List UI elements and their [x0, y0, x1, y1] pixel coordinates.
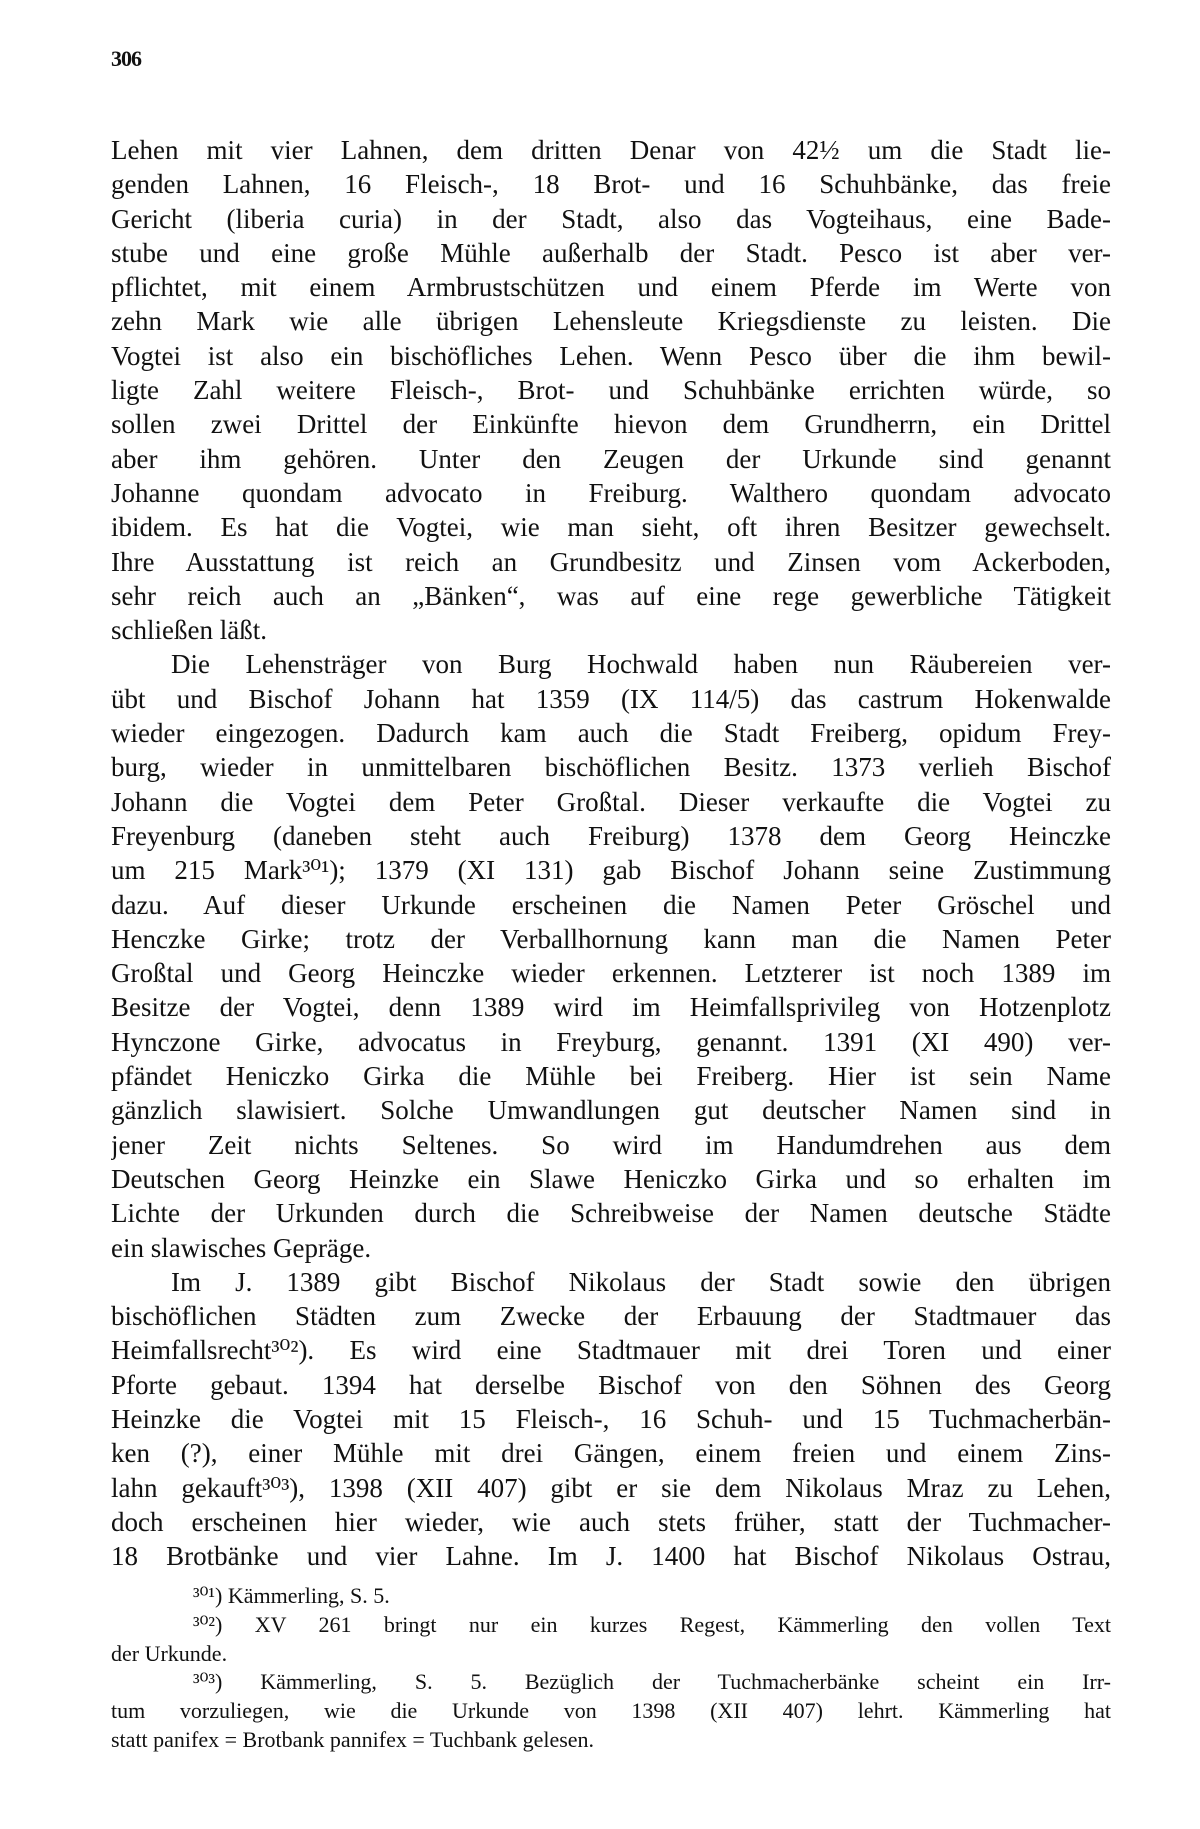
text-line: dazu. Auf dieser Urkunde erscheinen die Namen Peter Gröschel und [111, 889, 1111, 920]
text-line: Lichte der Urkunden durch die Schreibweise der Namen deutsche Städte [111, 1198, 1111, 1229]
text-line: Gericht (liberia curia) in der Stadt, also das Vogteihaus, eine Bade- [111, 203, 1111, 234]
text-line: ein slawisches Gepräge. [111, 1232, 372, 1263]
text-line: jener Zeit nichts Seltenes. So wird im Handumdrehen aus dem [111, 1129, 1111, 1160]
text-line: zehn Mark wie alle übrigen Lehensleute Kriegsdienste zu leisten. Die [111, 306, 1111, 337]
text-line: Johann die Vogtei dem Peter Großtal. Dieser verkaufte die Vogtei zu [111, 786, 1111, 817]
text-line: wieder eingezogen. Dadurch kam auch die Stadt Freiberg, opidum Frey- [111, 718, 1111, 749]
footnote-301 [111, 1582, 1111, 1611]
text-line: Ihre Ausstattung ist reich an Grundbesitz und Zinsen vom Ackerboden, [111, 546, 1111, 577]
text-line: burg, wieder in unmittelbaren bischöflichen Besitz. 1373 verlieh Bischof [111, 752, 1111, 783]
text-line: pfändet Heniczko Girka die Mühle bei Freiberg. Hier ist sein Name [111, 1061, 1111, 1092]
text-line: Hynczone Girke, advocatus in Freyburg, genannt. 1391 (XI 490) ver- [111, 1026, 1111, 1057]
text-line: Henczke Girke; trotz der Verballhornung kann man die Namen Peter [111, 923, 1111, 954]
text-line: ken (?), einer Mühle mit drei Gängen, einem freien und einem Zins- [111, 1438, 1111, 1469]
text-line: sollen zwei Drittel der Einkünfte hievon dem Grundherrn, ein Drittel [111, 409, 1111, 440]
footnote-302 [111, 1611, 1111, 1669]
text-line: übt und Bischof Johann hat 1359 (IX 114/5) das castrum Hokenwalde [111, 683, 1111, 714]
text-line: ³⁰¹) Kämmerling, S. 5. [193, 1583, 390, 1608]
text-line: Pforte gebaut. 1394 hat derselbe Bischof von den Söhnen des Georg [111, 1369, 1111, 1400]
text-line: stube und eine große Mühle außerhalb der Stadt. Pesco ist aber ver- [111, 237, 1111, 268]
text-line: Lehen mit vier Lahnen, dem dritten Denar von 42½ um die Stadt lie- [111, 135, 1111, 165]
text-line: Johanne quondam advocato in Freiburg. Walthero quondam advocato [111, 477, 1111, 508]
text-line: gänzlich slawisiert. Solche Umwandlungen gut deutscher Namen sind in [111, 1095, 1111, 1126]
text-line: bischöflichen Städten zum Zwecke der Erbauung der Stadtmauer das [111, 1301, 1111, 1332]
text-line: Deutschen Georg Heinzke ein Slawe Heniczko Girka und so erhalten im [111, 1163, 1111, 1194]
text-line: aber ihm gehören. Unter den Zeugen der Urkunde sind genannt [111, 443, 1111, 474]
footnote-303 [111, 1668, 1111, 1754]
text-line: der Urkunde. [111, 1640, 228, 1666]
text-line: ³⁰²) XV 261 bringt nur ein kurzes Regest, Kämmerling den vollen Text [193, 1611, 1111, 1637]
text-line: Heimfallsrecht³⁰²). Es wird eine Stadtmauer mit drei Toren und einer [111, 1335, 1111, 1366]
paragraph [111, 133, 1111, 647]
text-line: tum vorzuliegen, wie die Urkunde von 1398 (XII 407) lehrt. Kämmerling hat [111, 1698, 1111, 1724]
text-line: lahn gekauft³⁰³), 1398 (XII 407) gibt er sie dem Nikolaus Mraz zu Lehen, [111, 1472, 1111, 1503]
footnotes [111, 1582, 1111, 1755]
text-line: Heinzke die Vogtei mit 15 Fleisch-, 16 Schuh- und 15 Tuchmacherbän- [111, 1403, 1111, 1434]
text-line: Besitze der Vogtei, denn 1389 wird im Heimfallsprivileg von Hotzenplotz [111, 992, 1111, 1023]
text-line: ibidem. Es hat die Vogtei, wie man sieht, oft ihren Besitzer gewechselt. [111, 512, 1111, 543]
text-line: doch erscheinen hier wieder, wie auch stets früher, statt der Tuchmacher- [111, 1506, 1111, 1537]
text-line: Freyenburg (daneben steht auch Freiburg) 1378 dem Georg Heinczke [111, 820, 1111, 851]
text-line: statt panifex = Brotbank pannifex = Tuchbank gelesen. [111, 1726, 595, 1752]
paragraph [111, 1265, 1111, 1574]
page-number: 306 [111, 46, 141, 71]
text-line: sehr reich auch an „Bänken“, was auf eine rege gewerbliche Tätigkeit [111, 580, 1111, 611]
text-line: Vogtei ist also ein bischöfliches Lehen. Wenn Pesco über die ihm bewil- [111, 340, 1111, 371]
text-line: Die Lehensträger von Burg Hochwald haben nun Räubereien ver- [171, 649, 1111, 680]
paragraph [111, 647, 1111, 1264]
text-line: Großtal und Georg Heinczke wieder erkennen. Letzterer ist noch 1389 im [111, 958, 1111, 989]
text-line: Im J. 1389 gibt Bischof Nikolaus der Stadt sowie den übrigen [171, 1266, 1111, 1297]
text-line: um 215 Mark³⁰¹); 1379 (XI 131) gab Bischof Johann seine Zustimmung [111, 855, 1111, 886]
text-line: genden Lahnen, 16 Fleisch-, 18 Brot- und 16 Schuhbänke, das freie [111, 169, 1111, 200]
text-line: ligte Zahl weitere Fleisch-, Brot- und Schuhbänke errichten würde, so [111, 375, 1111, 406]
text-line: pflichtet, mit einem Armbrustschützen und einem Pferde im Werte von [111, 272, 1111, 303]
body-text [111, 133, 1111, 1573]
text-line: schließen läßt. [111, 615, 267, 646]
text-line: 18 Brotbänke und vier Lahne. Im J. 1400 hat Bischof Nikolaus Ostrau, [111, 1541, 1111, 1572]
text-line: ³⁰³) Kämmerling, S. 5. Bezüglich der Tuchmacherbänke scheint ein Irr- [193, 1669, 1111, 1695]
